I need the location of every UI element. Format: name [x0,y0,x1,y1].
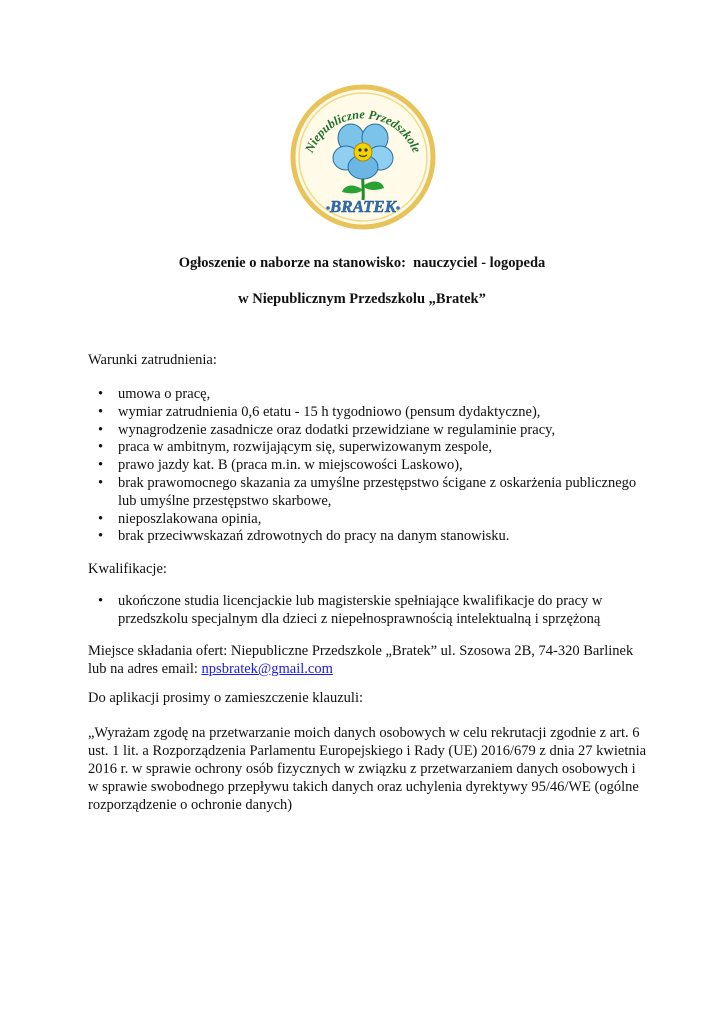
conditions-item: • brak przeciwwskazań zdrowotnych do pracy na danym stanowisku. [88,528,648,546]
qualifications-item: • ukończone studia licencjackie lub magisterskie spełniające kwalifikacje do pracy w przedszkolu specjalnym dla dzieci z niepełnosprawnością intelektualną i sprzężoną [88,593,648,629]
clause-text: „Wyrażam zgodę na przetwarzanie moich danych osobowych w celu rekrutacji zgodnie z art. 6 ust. 1 lit. a Rozporządzenia Parlamentu Europejskiego i Rady (UE) 2016/679 z dnia 27 kwietnia 2016 r. w sprawie ochrony osób fizycznych w związku z przetwarzaniem danych osobowych i w sprawie swobodnego przepływu takich danych oraz uchylenia dyrektywy 95/46/WE (ogólne rozporządzenie o ochronie danych) [88,725,647,813]
conditions-list [88,386,648,546]
clause-request: Do aplikacji prosimy o zamieszczenie klauzuli: [88,690,363,706]
bratek-logo [288,82,438,232]
submission-info [88,642,648,678]
conditions-item: • wymiar zatrudnienia 0,6 etatu - 15 h tygodniowo (pensum dydaktyczne), [88,404,648,422]
conditions-heading: Warunki zatrudnienia: [88,352,217,368]
logo-name-text: BRATEK [329,197,397,216]
conditions-item: • nieposzlakowana opinia, [88,511,648,529]
email-link[interactable]: npsbratek@gmail.com [201,661,333,677]
logo-arc-textpath: Niepubliczne Przedszkole [302,107,424,155]
conditions-item: • praca w ambitnym, rozwijającym się, superwizowanym zespole, [88,439,648,457]
announcement-subtitle: w Niepublicznym Przedszkolu „Bratek” [238,291,486,307]
conditions-item: • brak prawomocnego skazania za umyślne przestępstwo ścigane z oskarżenia publicznego lub umyślne przestępstwo skarbowe, [88,475,648,511]
qualifications-heading: Kwalifikacje: [88,561,167,577]
conditions-item: • umowa o pracę, [88,386,648,404]
announcement-title: Ogłoszenie o naborze na stanowisko: nauczyciel - logopeda [178,255,546,271]
pansy-flower-logo-icon [288,82,438,232]
qualifications-list [88,593,648,629]
submission-text: Miejsce składania ofert: Niepubliczne Przedszkole „Bratek” ul. Szosowa 2B, 74-320 Barlinek lub na adres email: [88,643,634,677]
conditions-item: • prawo jazdy kat. B (praca m.in. w miejscowości Laskowo), [88,457,648,475]
conditions-item: • wynagrodzenie zasadnicze oraz dodatki przewidziane w regulaminie pracy, [88,422,648,440]
